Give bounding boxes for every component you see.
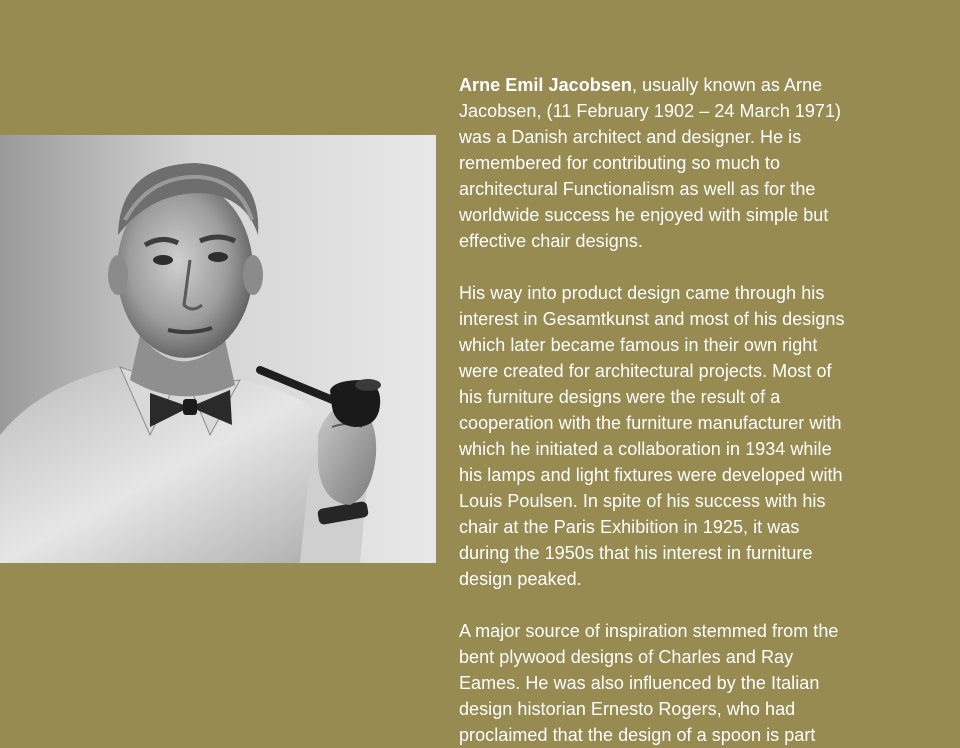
portrait-illustration: [0, 135, 436, 563]
bio-paragraph-1: [459, 72, 934, 254]
bio-name: Arne Emil Jacobsen: [459, 75, 632, 95]
bio-paragraph-3: A major source of inspiration stemmed from the bent plywood designs of Charles and Ray Eames. He was also influenced by the Italian design historian Ernesto Rogers, who had proclaimed that the design of a spoon is part: [459, 621, 839, 745]
biography-text: [459, 72, 934, 748]
bio-paragraph-1-text: , usually known as Arne Jacobsen, (11 February 1902 – 24 March 1971) was a Danish architect and designer. He is remembered for contributing so much to architectural Functionalism as well as for the worldwide success he enjoyed with simple but effective chair designs.: [459, 75, 842, 251]
portrait-photo: [0, 135, 436, 563]
bio-paragraph-2: His way into product design came through his interest in Gesamtkunst and most of his designs which later became famous in their own right were created for architectural projects. Most of his furniture designs were the result of a cooperation with the furniture manufacturer with which he initiated a collaboration in 1934 while his lamps and light fixtures were developed with Louis Poulsen. In spite of his success with his chair at the Paris Exhibition in 1925, it was during the 1950s that his interest in furniture design peaked.: [459, 283, 845, 589]
